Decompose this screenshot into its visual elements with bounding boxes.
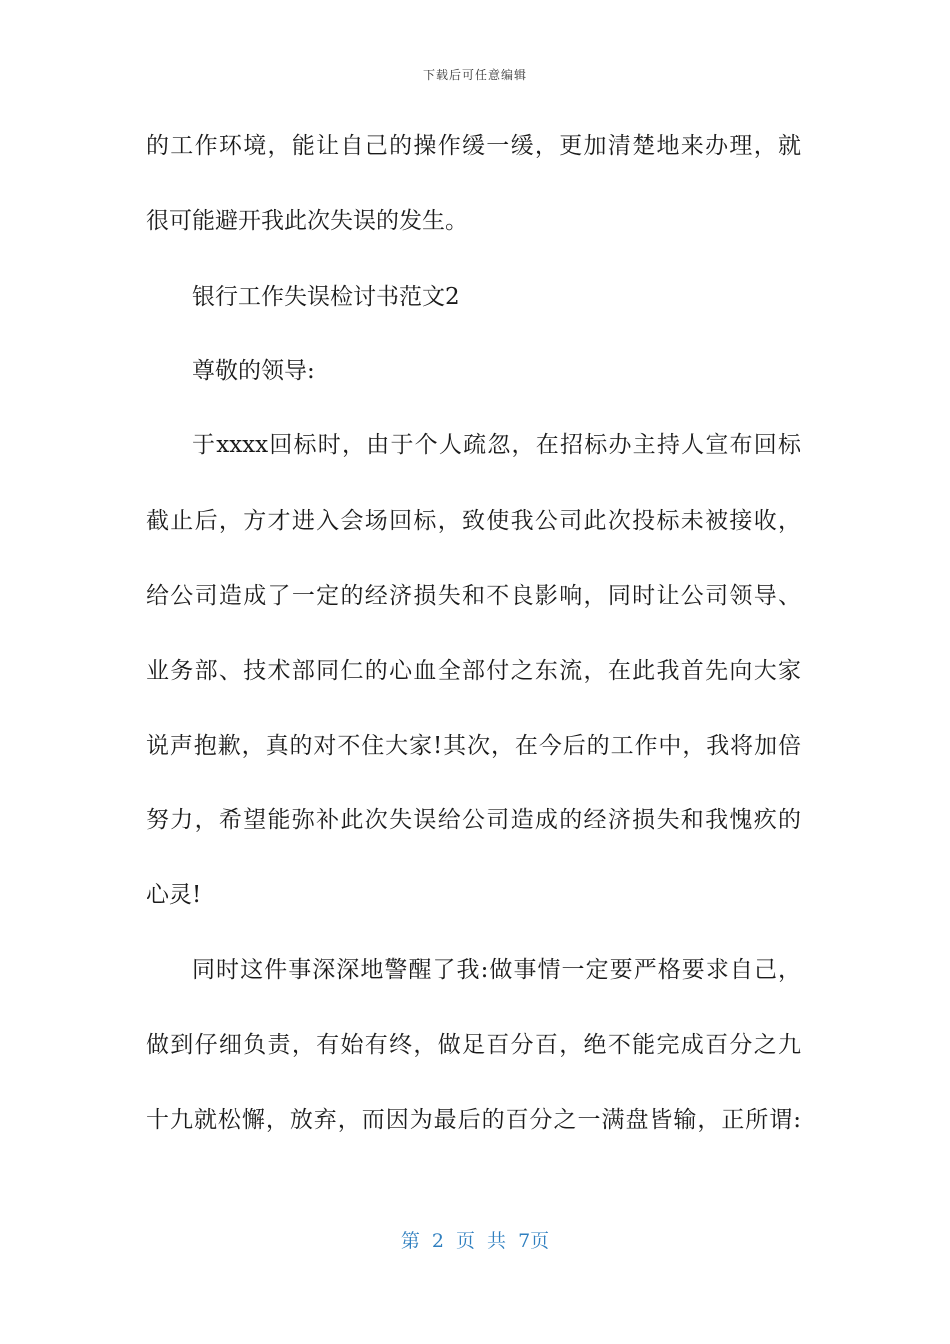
body-line: 业务部、技术部同仁的心血全部付之东流，在此我首先向大家 <box>146 658 801 684</box>
body-line: 截止后，方才进入会场回标，致使我公司此次投标未被接收， <box>146 508 801 534</box>
header-note: 下载后可任意编辑 <box>422 68 527 82</box>
body-line: 说声抱歉，真的对不住大家!其次，在今后的工作中，我将加倍 <box>146 733 801 759</box>
body-line: 心灵! <box>146 882 202 908</box>
body-line: 很可能避开我此次失误的发生。 <box>146 208 468 234</box>
body-line: 努力，希望能弥补此次失误给公司造成的经济损失和我愧疚的 <box>146 807 801 833</box>
body-line: 于xxxx回标时，由于个人疏忽，在招标办主持人宣布回标 <box>192 432 801 458</box>
body-line: 同时这件事深深地警醒了我:做事情一定要严格要求自己， <box>192 957 801 983</box>
body-line: 十九就松懈，放弃，而因为最后的百分之一满盘皆输，正所谓: <box>146 1107 801 1133</box>
section-title: 银行工作失误检讨书范文2 <box>192 284 460 310</box>
body-line: 的工作环境，能让自己的操作缓一缓，更加清楚地来办理，就 <box>146 133 801 159</box>
salutation: 尊敬的领导: <box>192 358 315 384</box>
body-line: 给公司造成了一定的经济损失和不良影响，同时让公司领导、 <box>146 583 801 609</box>
body-line: 做到仔细负责，有始有终，做足百分百，绝不能完成百分之九 <box>146 1032 801 1058</box>
page-number: 第 2 页 共 7页 <box>400 1230 550 1252</box>
